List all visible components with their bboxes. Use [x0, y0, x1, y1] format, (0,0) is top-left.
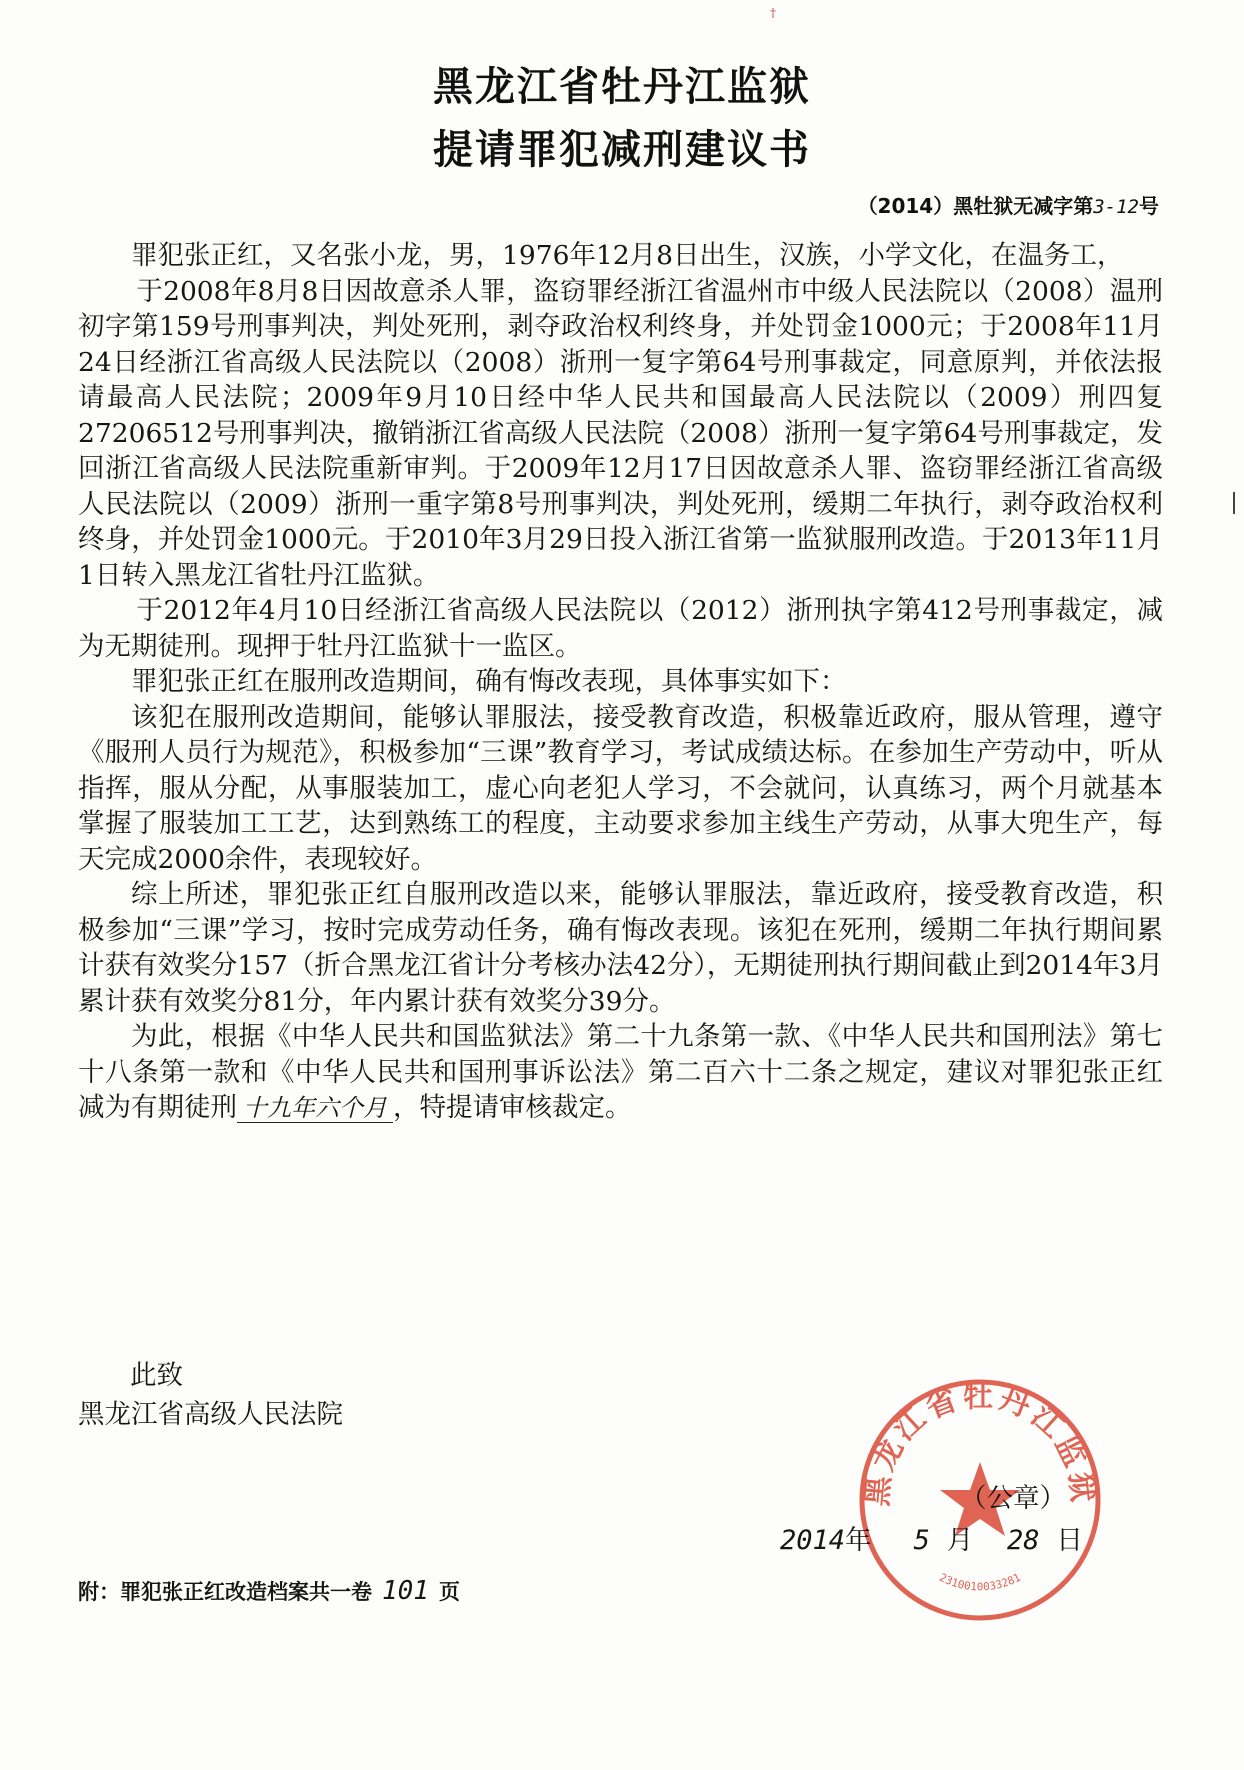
seal-label: （公章）	[960, 1483, 1066, 1514]
recommendation-text: 为此，根据《中华人民共和国监狱法》第二十九条第一款、《中华人民共和国刑法》第七十八条第一款和《中华人民共和国刑事诉讼法》第二百六十二条之规定，建议对罪犯张正红减为有期徒刑	[78, 1021, 1163, 1123]
attachment-pages: 101	[382, 1576, 429, 1606]
margin-mark	[1233, 492, 1235, 514]
paragraph-personal-info: 罪犯张正红，又名张小龙，男，1976年12月8日出生，汉族，小学文化，在温务工，	[131, 240, 1124, 271]
signature-date	[780, 1518, 1083, 1557]
seal-text: 黑龙江省牡丹江监狱	[859, 1379, 1101, 1508]
attachment-suffix: 页	[438, 1580, 460, 1604]
paragraph-summary: 综上所述，罪犯张正红自服刑改造以来，能够认罪服法，靠近政府，接受教育改造，积极参加“三课”学习，按时完成劳动任务，确有悔改表现。该犯在死刑，缓期二年执行期间累计获有效奖分157（折合黑龙江省计分考核办法42分），无期徒刑执行期间截止到2014年3月累计获有效奖分81分，年内累计获有效奖分39分。	[78, 879, 1163, 1017]
date-month-char: 月	[946, 1525, 974, 1556]
attachment-prefix: 附：罪犯张正红改造档案共一卷	[78, 1580, 372, 1604]
document-title-line1: 黑龙江省牡丹江监狱	[433, 64, 811, 110]
document-title-line2: 提请罪犯减刑建议书	[433, 127, 811, 173]
recommendation-end: ，特提请审核裁定。	[393, 1092, 632, 1123]
handwritten-sentence: 十九年六个月	[237, 1094, 393, 1123]
document-number-prefix: （2014）黑牡狱无减字第	[857, 194, 1094, 218]
paragraph-remorse-intro: 罪犯张正红在服刑改造期间，确有悔改表现，具体事实如下：	[131, 666, 847, 697]
paragraph-recommendation	[78, 1019, 1163, 1127]
date-year: 2014	[780, 1525, 846, 1556]
closing-recipient: 黑龙江省高级人民法院	[78, 1399, 343, 1430]
date-day-char: 日	[1056, 1525, 1083, 1556]
red-mark: †	[770, 6, 776, 20]
document-body	[78, 238, 1163, 1127]
date-day: 28	[1006, 1525, 1040, 1556]
document-number	[858, 190, 1159, 219]
attachment-note	[78, 1576, 460, 1606]
paragraph-case-history: 于2008年8月8日因故意杀人罪，盗窃罪经浙江省温州市中级人民法院以（2008）温刑初字第159号刑事判决，判处死刑，剥夺政治权利终身，并处罚金1000元；于2008年11月24日经浙江省高级人民法院以（2008）浙刑一复字第64号刑事裁定，同意原判，并依法报请最高人民法院；2009年9月10日经中华人民共和国最高人民法院以（2009）刑四复27206512号刑事判决，撤销浙江省高级人民法院（2008）浙刑一复字第64号刑事裁定，发回浙江省高级人民法院重新审判。于2009年12月17日因故意杀人罪、盗窃罪经浙江省高级人民法院以（2009）浙刑一重字第8号刑事判决，判处死刑，缓期二年执行，剥夺政治权利终身，并处罚金1000元。于2010年3月29日投入浙江省第一监狱服刑改造。于2013年11月1日转入黑龙江省牡丹江监狱。	[78, 275, 1163, 591]
document-number-handwritten: 3-12	[1093, 196, 1139, 218]
closing-greeting: 此致	[130, 1360, 183, 1391]
seal-serial: 2310010033281	[937, 1570, 1023, 1594]
date-month: 5	[913, 1525, 930, 1556]
paragraph-performance: 该犯在服刑改造期间，能够认罪服法，接受教育改造，积极靠近政府，服从管理，遵守《服刑人员行为规范》，积极参加“三课”教育学习，考试成绩达标。在参加生产劳动中，听从指挥，服从分配，从事服装加工，虚心向老犯人学习，不会就问，认真练习，两个月就基本掌握了服装加工工艺，达到熟练工的程度，主动要求参加主线生产劳动，从事大兜生产，每天完成2000余件，表现较好。	[78, 701, 1163, 875]
document-number-suffix: 号	[1139, 194, 1159, 218]
date-year-char: 年	[845, 1525, 872, 1556]
paragraph-commutation: 于2012年4月10日经浙江省高级人民法院以（2012）浙刑执字第412号刑事裁定，减为无期徒刑。现押于牡丹江监狱十一监区。	[78, 595, 1163, 662]
